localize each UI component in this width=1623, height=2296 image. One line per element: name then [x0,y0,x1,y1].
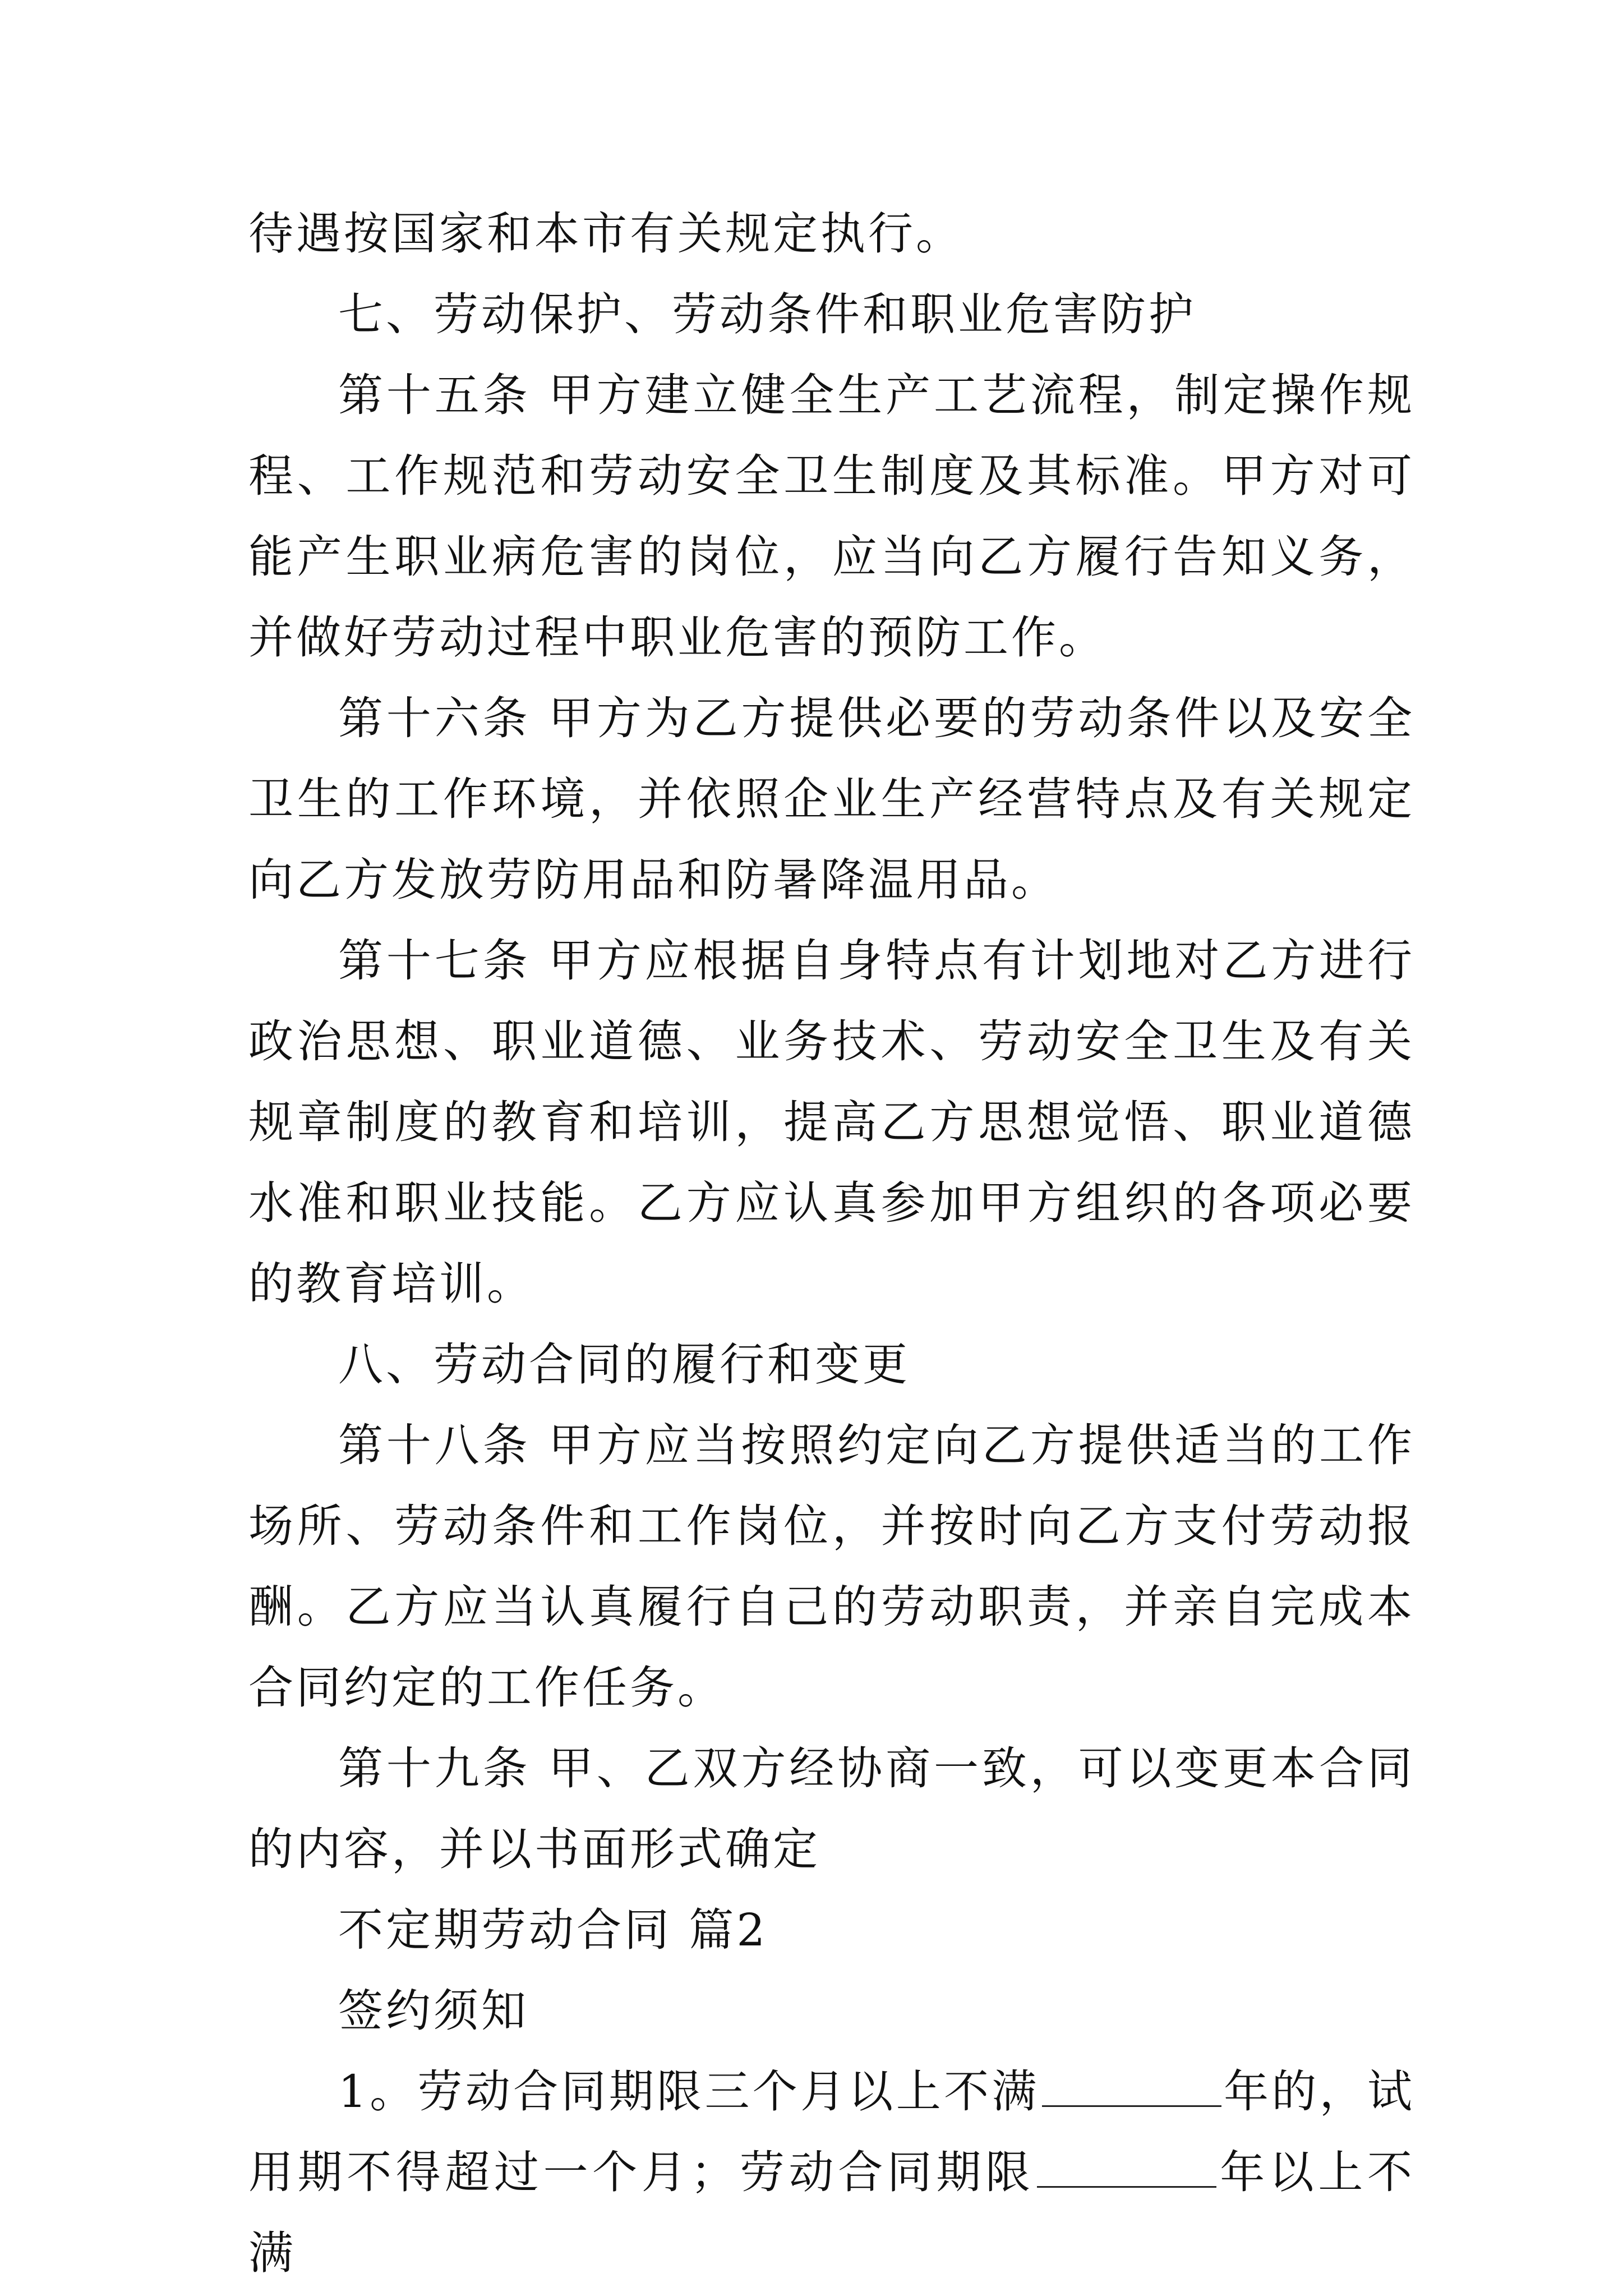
contract-title-part-2: 不定期劳动合同 篇2 [338,1904,768,1956]
section-heading-7: 七、劳动保护、劳动条件和职业危害防护 [338,288,1196,341]
paragraph-1: 待遇按国家和本市有关规定执行。 [248,208,963,260]
fill-in-blank-2[interactable] [1037,2150,1216,2188]
signing-notice-item-1 [248,2051,1415,2294]
article-16: 第十六条 甲方为乙方提供必要的劳动条件以及安全卫生的工作环境，并依照企业生产经营特点及有关规定向乙方发放劳防用品和防暑降温用品。 [248,692,1415,906]
article-19: 第十九条 甲、乙双方经协商一致，可以变更本合同的内容，并以书面形式确定 [248,1742,1415,1875]
article-15: 第十五条 甲方建立健全生产工艺流程，制定操作规程、工作规范和劳动安全卫生制度及其标准。甲方对可能产生职业病危害的岗位，应当向乙方履行告知义务，并做好劳动过程中职业危害的预防工作。 [248,369,1415,664]
signing-notice-heading: 签约须知 [338,1985,529,2037]
fill-in-blank-1[interactable] [1042,2069,1221,2107]
document-body [248,194,1415,2294]
article-18: 第十八条 甲方应当按照约定向乙方提供适当的工作场所、劳动条件和工作岗位，并按时向乙方支付劳动报酬。乙方应当认真履行自己的劳动职责，并亲自完成本合同约定的工作任务。 [248,1419,1415,1714]
section-heading-8: 八、劳动合同的履行和变更 [338,1338,910,1391]
article-17: 第十七条 甲方应根据自身特点有计划地对乙方进行政治思想、职业道德、业务技术、劳动安全卫生及有关规章制度的教育和培训，提高乙方思想觉悟、职业道德水准和职业技能。乙方应认真参加甲方组织的各项必要的教育培训。 [248,935,1415,1310]
notice-text-part-2: 年的，试用期不得超过一个月；劳动合同期限 [248,2065,1415,2198]
notice-text-part-1: 1。劳动合同期限三个月以上不满 [338,2065,1040,2118]
notice-text-part-3: 年以上不满 [248,2146,1415,2279]
